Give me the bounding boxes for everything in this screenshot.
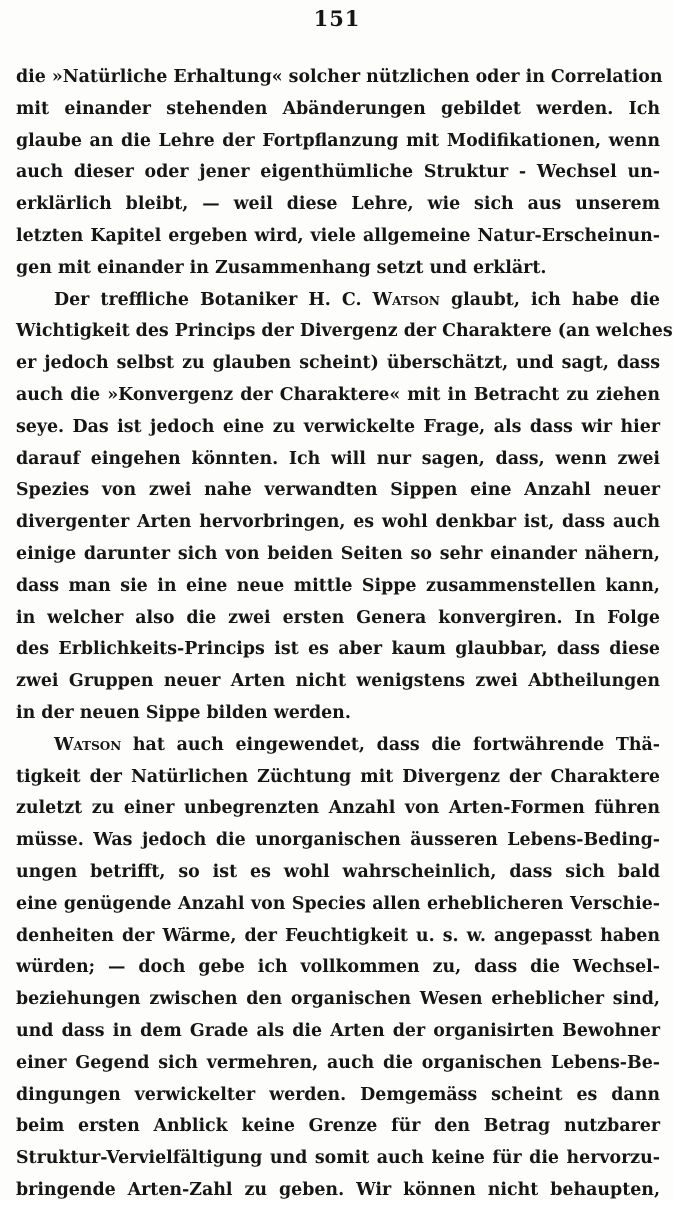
- text-line: tigkeit der Natürlichen Züchtung mit Divergenz der Charaktere: [16, 766, 660, 787]
- paragraph-start-line: Der treffliche Botaniker H. C. Watson glaubt, ich habe die: [54, 289, 661, 310]
- text-line: die »Natürliche Erhaltung« solcher nützlichen oder in Correlation: [16, 67, 663, 87]
- text-line: mit einander stehenden Abänderungen gebildet werden. Ich: [16, 98, 660, 119]
- text-line: zwei Gruppen neuer Arten nicht wenigstens zwei Abtheilungen: [16, 671, 660, 692]
- text-line: gen mit einander in Zusammenhang setzt und erklärt.: [16, 257, 547, 278]
- paragraph-start-line: Watson hat auch eingewendet, dass die fortwährende Thä-: [54, 734, 660, 755]
- text-line: seye. Das ist jedoch eine zu verwickelte Frage, als dass wir hier: [16, 416, 660, 437]
- text-line: glaube an die Lehre der Fortpflanzung mit Modifikationen, wenn: [16, 130, 660, 151]
- text-line: ungen betrifft, so ist es wohl wahrscheinlich, dass sich bald: [16, 861, 660, 882]
- text-line: darauf eingehen könnten. Ich will nur sagen, dass, wenn zwei: [16, 448, 660, 469]
- text-line: würden; — doch gebe ich vollkommen zu, dass die Wechsel-: [16, 957, 660, 978]
- text-line: dingungen verwickelter werden. Demgemäss scheint es dann: [16, 1084, 660, 1105]
- text-line: Struktur-Vervielfältigung und somit auch keine für die hervorzu-: [16, 1148, 660, 1169]
- text-line: letzten Kapitel ergeben wird, viele allgemeine Natur-Erscheinun-: [16, 225, 660, 246]
- author-name-small-caps: Watson: [54, 734, 122, 755]
- text-line: zuletzt zu einer unbegrenzten Anzahl von Arten-Formen führen: [16, 798, 660, 819]
- text-line: und dass in dem Grade als die Arten der organisirten Bewohner: [16, 1020, 660, 1041]
- page-number: 151: [313, 6, 361, 31]
- text-line: beim ersten Anblick keine Grenze für den Betrag nutzbarer: [16, 1116, 660, 1137]
- text-line: dass man sie in eine neue mittle Sippe zusammenstellen kann,: [16, 575, 660, 596]
- author-name-small-caps: Watson: [372, 289, 440, 310]
- text-line: auch die »Konvergenz der Charaktere« mit in Betracht zu ziehen: [16, 384, 660, 405]
- text-line: auch dieser oder jener eigenthümliche Struktur - Wechsel un-: [16, 162, 660, 183]
- text-line: divergenter Arten hervorbringen, es wohl denkbar ist, dass auch: [16, 512, 660, 533]
- text-line: Wichtigkeit des Princips der Divergenz der Charaktere (an welches: [16, 321, 673, 342]
- text-line: er jedoch selbst zu glauben scheint) überschätzt, und sagt, dass: [16, 353, 660, 374]
- text-line: des Erblichkeits-Princips ist es aber kaum glaubbar, dass diese: [16, 639, 660, 660]
- text-line: bringende Arten-Zahl zu geben. Wir können nicht behaupten,: [16, 1179, 660, 1200]
- body-text: [16, 62, 673, 1207]
- text-line: in der neuen Sippe bilden werden.: [16, 702, 351, 723]
- text-line: einige darunter sich von beiden Seiten so sehr einander nähern,: [16, 543, 660, 564]
- text-line: in welcher also die zwei ersten Genera konvergiren. In Folge: [16, 607, 660, 628]
- text-line: müsse. Was jedoch die unorganischen äusseren Lebens-Beding-: [16, 830, 660, 851]
- text-line: einer Gegend sich vermehren, auch die organischen Lebens-Be-: [16, 1052, 660, 1073]
- text-line: erklärlich bleibt, — weil diese Lehre, wie sich aus unserem: [16, 194, 660, 215]
- text-line: Spezies von zwei nahe verwandten Sippen eine Anzahl neuer: [16, 480, 660, 501]
- text-line: beziehungen zwischen den organischen Wesen erheblicher sind,: [16, 989, 660, 1010]
- text-line: denheiten der Wärme, der Feuchtigkeit u. s. w. angepasst haben: [16, 925, 660, 946]
- text-line: eine genügende Anzahl von Species allen erheblicheren Verschie-: [16, 893, 660, 914]
